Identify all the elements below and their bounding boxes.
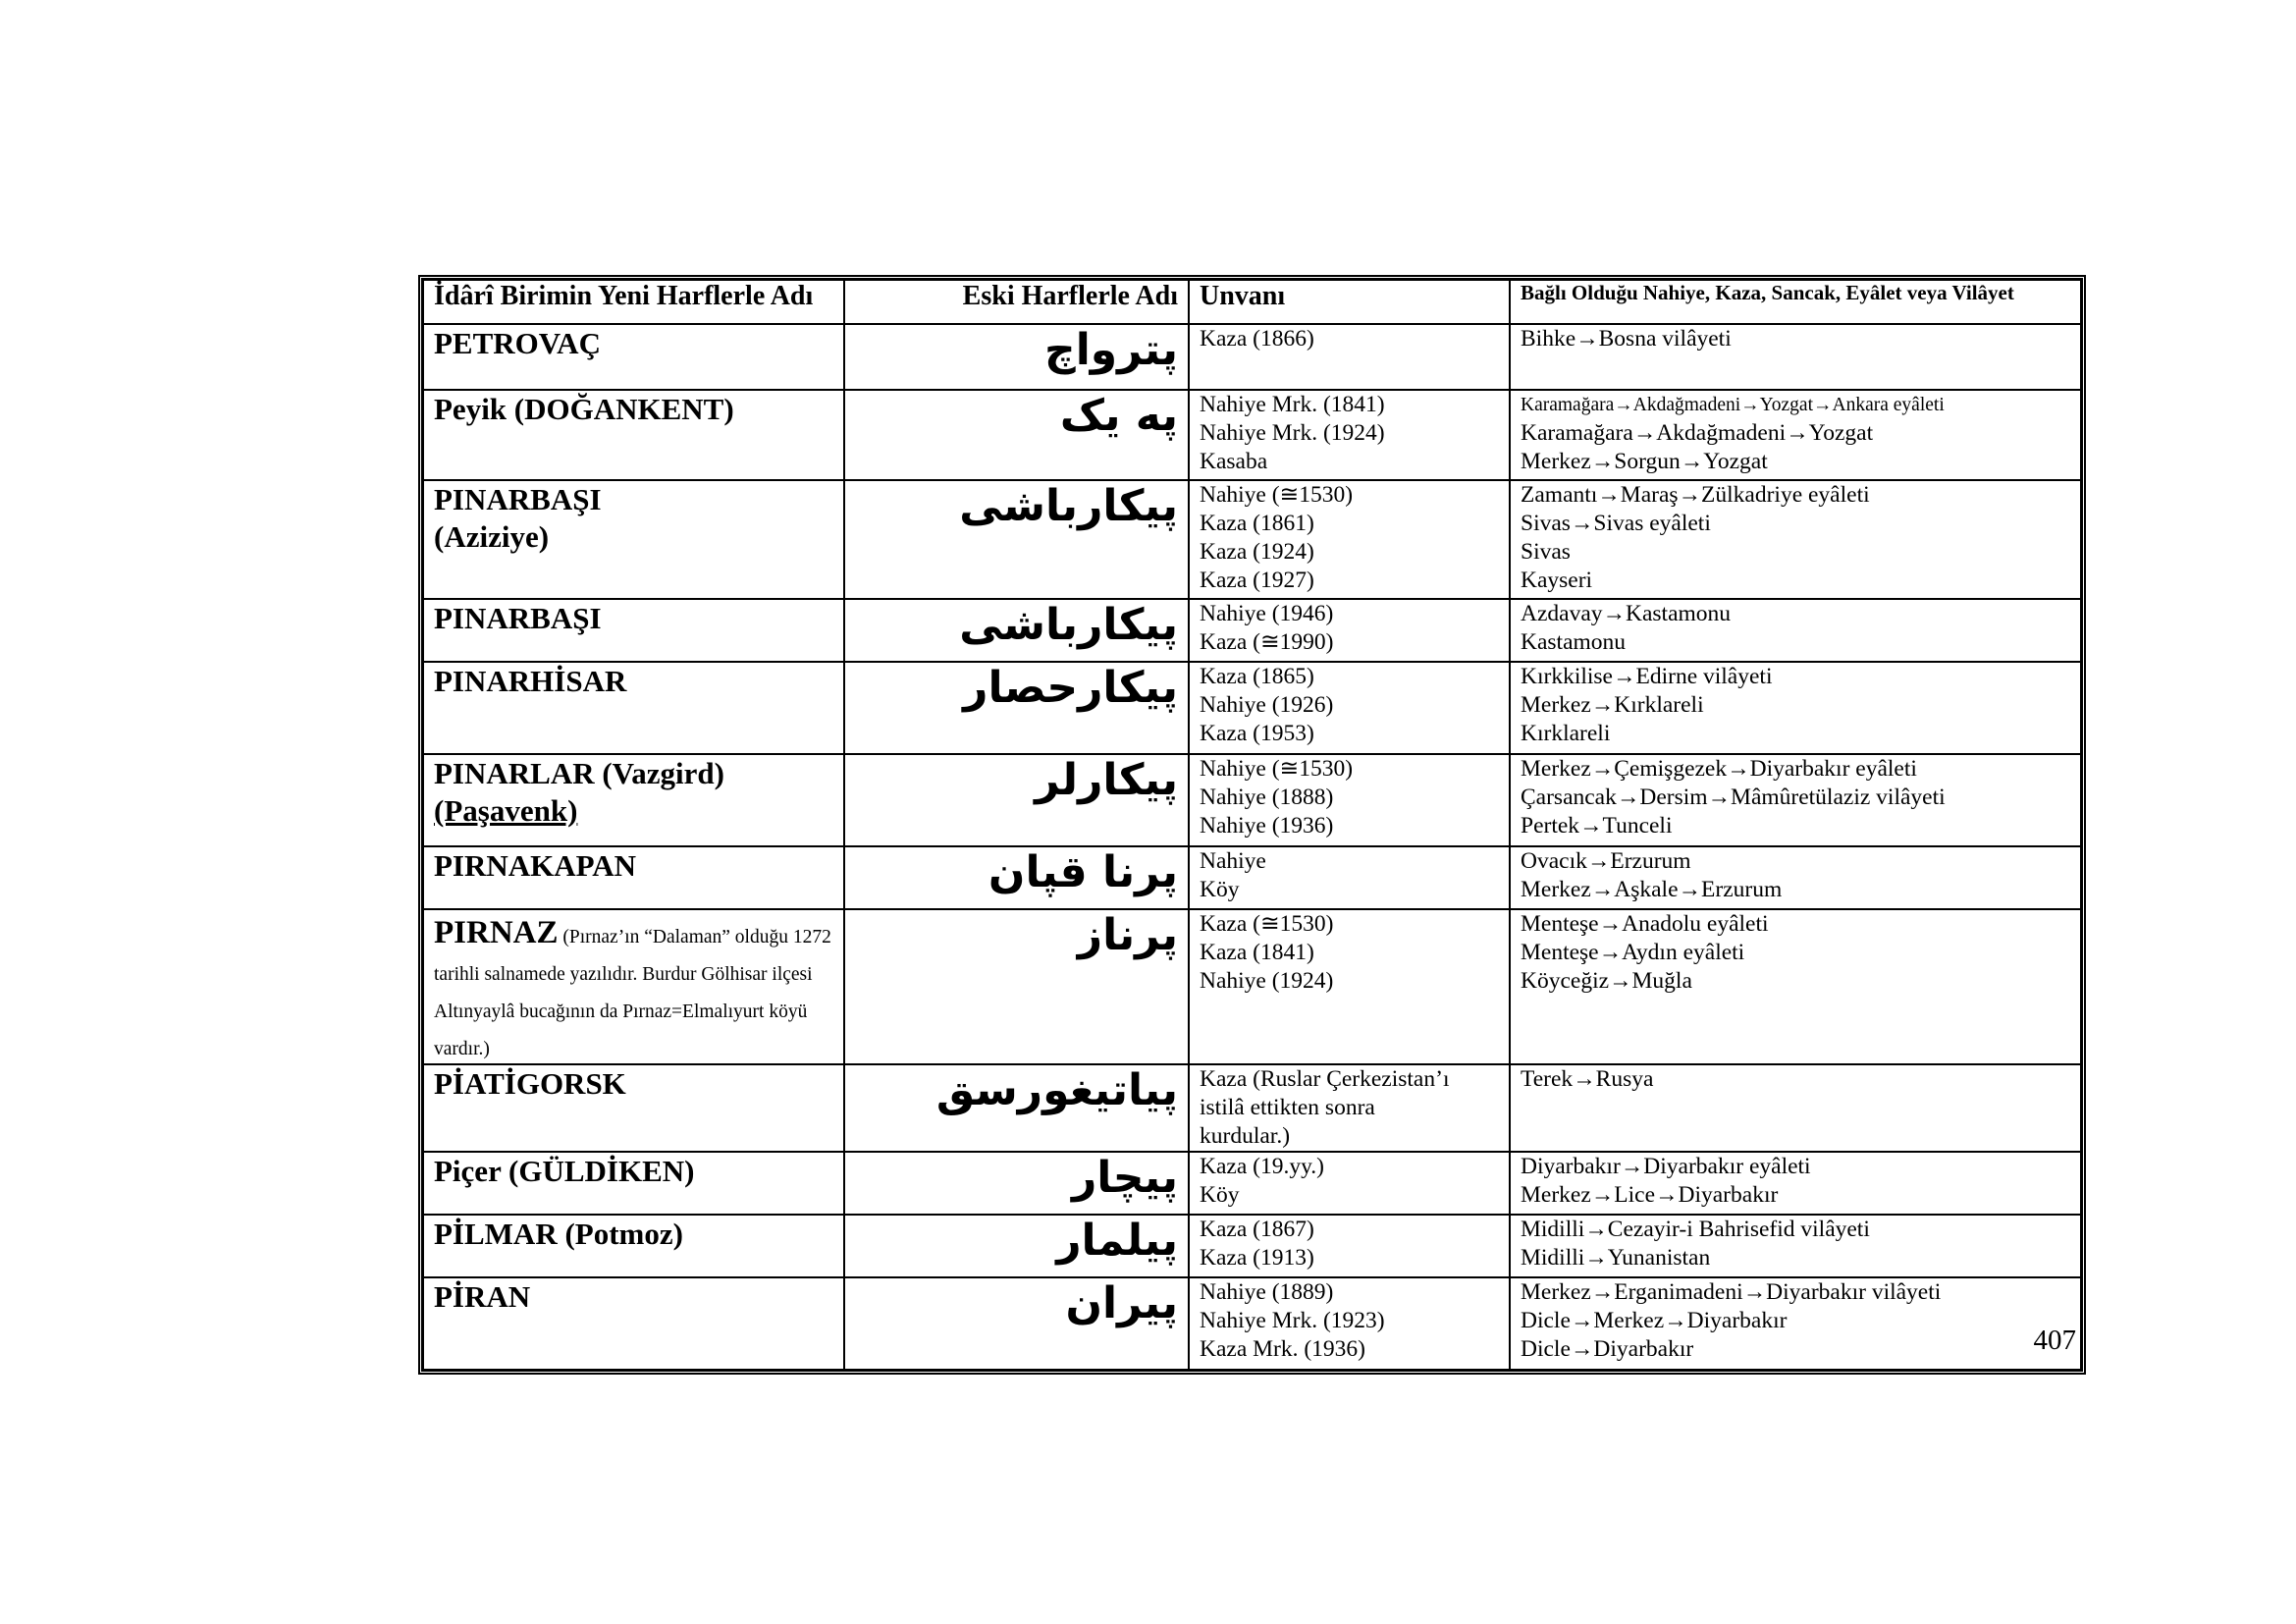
unit-name: PETROVAÇ: [423, 324, 844, 390]
title-line: kurdular.): [1200, 1123, 1291, 1149]
affiliation-line: Dicle→Merkez→Diyarbakır: [1521, 1308, 1788, 1333]
unit-name: PİATİGORSK: [423, 1064, 844, 1152]
ottoman-name: په يک: [844, 390, 1189, 480]
affiliation-line: Merkez→Çemişgezek→Diyarbakır eyâleti: [1521, 756, 1917, 782]
ottoman-name: پیاتیغورسق: [844, 1064, 1189, 1152]
title-line: Nahiye (1936): [1200, 813, 1334, 839]
affiliation-line: Pertek→Tunceli: [1521, 813, 1673, 839]
affiliation-line: Zamantı→Maraş→Zülkadriye eyâleti: [1521, 482, 1870, 508]
title-cell: [1189, 1064, 1510, 1152]
title-line: Kaza (1841): [1200, 940, 1314, 965]
affiliation-line: Çarsancak→Dersim→Mâmûretülaziz vilâyeti: [1521, 785, 1946, 810]
affiliation-line: Menteşe→Anadolu eyâleti: [1521, 911, 1769, 937]
table-row: [423, 909, 2081, 1064]
title-line: Nahiye (1946): [1200, 601, 1334, 626]
affiliation-cell: [1510, 390, 2081, 480]
title-cell: [1189, 324, 1510, 390]
title-line: Kaza Mrk. (1936): [1200, 1336, 1366, 1362]
affiliation-cell: [1510, 662, 2081, 754]
table-row: [423, 754, 2081, 846]
title-line: Kaza (1866): [1200, 326, 1314, 352]
header-affiliation: Bağlı Olduğu Nahiye, Kaza, Sancak, Eyâlet veya Vilâyet: [1510, 280, 2081, 324]
title-line: Kaza (1865): [1200, 664, 1314, 689]
affiliation-cell: [1510, 599, 2081, 662]
affiliation-line: Kırklareli: [1521, 721, 1611, 746]
affiliation-line: Merkez→Lice→Diyarbakır: [1521, 1182, 1779, 1208]
unit-name: Peyik (DOĞANKENT): [423, 390, 844, 480]
title-line: Kasaba: [1200, 449, 1268, 474]
affiliation-line: Kayseri: [1521, 568, 1593, 593]
title-line: Kaza (≅1990): [1200, 629, 1334, 655]
title-line: Nahiye (≅1530): [1200, 756, 1354, 782]
affiliation-line: Karamağara→Akdağmadeni→Yozgat: [1521, 420, 1874, 446]
table-row: [423, 480, 2081, 599]
table-row: [423, 599, 2081, 662]
title-line: Nahiye (1924): [1200, 968, 1334, 994]
affiliation-cell: [1510, 1277, 2081, 1370]
affiliation-line: Ovacık→Erzurum: [1521, 848, 1691, 874]
affiliation-cell: [1510, 909, 2081, 1064]
ottoman-name: پرنا قپان: [844, 846, 1189, 909]
ottoman-name: پیچار: [844, 1152, 1189, 1215]
title-line: Nahiye Mrk. (1923): [1200, 1308, 1385, 1333]
title-line: Nahiye (1889): [1200, 1279, 1334, 1305]
table-row: [423, 1215, 2081, 1277]
unit-name: PİRAN: [423, 1277, 844, 1370]
title-cell: [1189, 846, 1510, 909]
affiliation-line: Midilli→Yunanistan: [1521, 1245, 1711, 1271]
unit-name: PIRNAKAPAN: [423, 846, 844, 909]
table-row: [423, 324, 2081, 390]
affiliation-line: Kırkkilise→Edirne vilâyeti: [1521, 664, 1773, 689]
title-cell: [1189, 480, 1510, 599]
ottoman-name: پترواچ: [844, 324, 1189, 390]
affiliation-cell: [1510, 754, 2081, 846]
affiliation-cell: [1510, 480, 2081, 599]
affiliation-line: Terek→Rusya: [1521, 1066, 1654, 1092]
ottoman-name: پیلمار: [844, 1215, 1189, 1277]
title-cell: [1189, 1152, 1510, 1215]
title-cell: [1189, 754, 1510, 846]
unit-name-line: PINARLAR (Vazgird): [434, 756, 724, 790]
ottoman-name: پرناز: [844, 909, 1189, 1064]
table-row: [423, 1277, 2081, 1370]
header-old-name: Eski Harflerle Adı: [844, 280, 1189, 324]
unit-name-line: PIRNAZ: [434, 915, 559, 950]
unit-name-alias: (Aziziye): [434, 519, 550, 554]
ottoman-name: پیکارحصار: [844, 662, 1189, 754]
ottoman-name: پیکارباشی: [844, 480, 1189, 599]
title-line: Kaza (1924): [1200, 539, 1314, 565]
title-line: Kaza (1953): [1200, 721, 1314, 746]
gazetteer-table: [418, 275, 2086, 1375]
title-line: Kaza (1913): [1200, 1245, 1314, 1271]
affiliation-line: Karamağara→Akdağmadeni→Yozgat→Ankara eyâleti: [1521, 395, 1945, 415]
affiliation-line: Merkez→Sorgun→Yozgat: [1521, 449, 1768, 474]
affiliation-line: Midilli→Cezayir-i Bahrisefid vilâyeti: [1521, 1217, 1870, 1242]
ottoman-name: پیکارلر: [844, 754, 1189, 846]
affiliation-line: Diyarbakır→Diyarbakır eyâleti: [1521, 1154, 1811, 1179]
affiliation-cell: [1510, 846, 2081, 909]
table-row: [423, 1064, 2081, 1152]
ottoman-name: پیکارباشی: [844, 599, 1189, 662]
unit-name: PINARHİSAR: [423, 662, 844, 754]
affiliation-line: Sivas→Sivas eyâleti: [1521, 511, 1711, 536]
table-row: [423, 390, 2081, 480]
title-line: Nahiye (1888): [1200, 785, 1334, 810]
title-line: Nahiye Mrk. (1924): [1200, 420, 1385, 446]
title-line: Kaza (1927): [1200, 568, 1314, 593]
title-cell: [1189, 1277, 1510, 1370]
affiliation-line: Kastamonu: [1521, 629, 1627, 655]
header-new-name: İdârî Birimin Yeni Harflerle Adı: [423, 280, 844, 324]
title-line: Nahiye: [1200, 848, 1266, 874]
affiliation-line: Menteşe→Aydın eyâleti: [1521, 940, 1745, 965]
affiliation-line: Merkez→Kırklareli: [1521, 692, 1704, 718]
unit-name: [423, 909, 844, 1064]
title-line: Kaza (Ruslar Çerkezistan’ı: [1200, 1066, 1450, 1092]
unit-name: [423, 480, 844, 599]
title-line: Kaza (1861): [1200, 511, 1314, 536]
title-cell: [1189, 662, 1510, 754]
affiliation-line: Sivas: [1521, 539, 1571, 565]
unit-name-alias: (Paşavenk): [434, 793, 578, 828]
unit-name: [423, 754, 844, 846]
title-cell: [1189, 909, 1510, 1064]
title-line: Köy: [1200, 1182, 1240, 1208]
affiliation-line: Merkez→Aşkale→Erzurum: [1521, 877, 1783, 902]
unit-name: PINARBAŞI: [423, 599, 844, 662]
unit-name: PİLMAR (Potmoz): [423, 1215, 844, 1277]
affiliation-cell: [1510, 1152, 2081, 1215]
title-line: istilâ ettikten sonra: [1200, 1095, 1375, 1120]
table-row: [423, 846, 2081, 909]
unit-name: Piçer (GÜLDİKEN): [423, 1152, 844, 1215]
affiliation-line: Köyceğiz→Muğla: [1521, 968, 1692, 994]
title-line: Kaza (1867): [1200, 1217, 1314, 1242]
table-row: [423, 1152, 2081, 1215]
ottoman-name: پیران: [844, 1277, 1189, 1370]
title-line: Kaza (19.yy.): [1200, 1154, 1325, 1179]
unit-name-line: PINARBAŞI: [434, 482, 602, 516]
title-cell: [1189, 599, 1510, 662]
title-cell: [1189, 390, 1510, 480]
title-line: Nahiye Mrk. (1841): [1200, 392, 1385, 417]
affiliation-line: Dicle→Diyarbakır: [1521, 1336, 1694, 1362]
affiliation-cell: [1510, 1064, 2081, 1152]
unit-name-note: (Pırnaz’ın “Dalaman” olduğu 1272 tarihli salnamede yazılıdır. Burdur Gölhisar ilçesi Altınyaylâ bucağının da Pırnaz=Elmalıyurt köyü vardır.): [434, 927, 831, 1059]
affiliation-line: Merkez→Erganimadeni→Diyarbakır vilâyeti: [1521, 1279, 1942, 1305]
title-cell: [1189, 1215, 1510, 1277]
affiliation-cell: [1510, 1215, 2081, 1277]
table-row: [423, 662, 2081, 754]
title-line: Köy: [1200, 877, 1240, 902]
title-line: Kaza (≅1530): [1200, 911, 1334, 937]
affiliation-cell: [1510, 324, 2081, 390]
header-title: Unvanı: [1189, 280, 1510, 324]
table-header-row: [423, 280, 2081, 324]
page-number: 407: [2033, 1325, 2076, 1356]
affiliation-line: Bihke→Bosna vilâyeti: [1521, 326, 1732, 352]
affiliation-line: Azdavay→Kastamonu: [1521, 601, 1732, 626]
title-line: Nahiye (1926): [1200, 692, 1334, 718]
title-line: Nahiye (≅1530): [1200, 482, 1354, 508]
